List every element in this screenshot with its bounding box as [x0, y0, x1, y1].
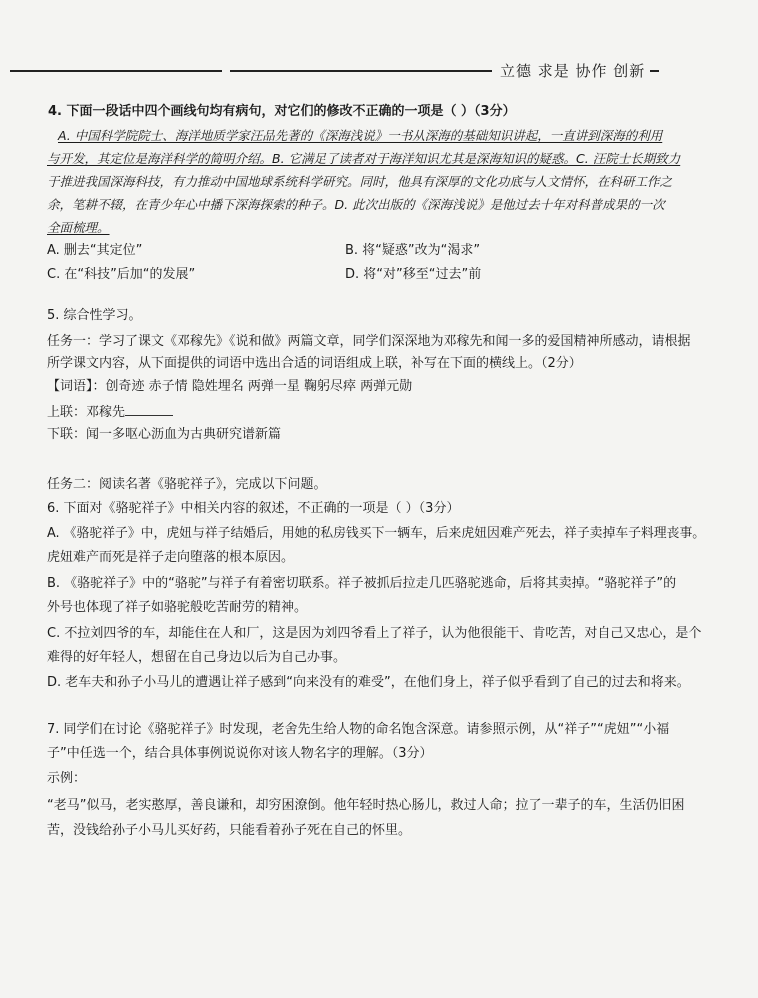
q5-word-bank: 【词语】：创奇迹 赤子情 隐姓埋名 两弹一星 鞠躬尽瘁 两弹元勋	[47, 379, 413, 394]
q7-example-line-1: “老马”似马，老实憨厚，善良谦和，却穷困潦倒。他年轻时热心肠儿，救过人命；拉了一辈子的车，生活仍旧困	[47, 798, 685, 813]
q6-option-d: D. 老车夫和孙子小马儿的遭遇让祥子感到“向来没有的难受”，在他们身上，祥子似乎看到了自己的过去和将来。	[47, 675, 690, 690]
q7-example-label: 示例：	[47, 771, 87, 786]
q5-section-title: 5. 综合性学习。	[47, 308, 142, 323]
header-rule-right	[230, 70, 492, 72]
q5-task1-line-2: 所学课文内容，从下面提供的词语中选出合适的词语组成上联，补写在下面的横线上。（2分）	[47, 356, 582, 371]
q4-option-c: C. 在“科技”后加“的发展”	[47, 267, 196, 282]
header-rule-end	[650, 70, 659, 72]
q6-option-a-line-2: 虎妞难产而死是祥子走向堕落的根本原因。	[47, 550, 295, 565]
q4-passage-line-5: 全面梳理。	[47, 220, 110, 235]
q5-upper-label: 上联：邓稼先	[47, 405, 126, 420]
q4-option-a: A. 删去“其定位”	[47, 243, 143, 258]
q6-option-c-line-2: 难得的好年轻人，想留在自己身边以后为自己办事。	[47, 650, 347, 665]
q4-passage-line-1: A. 中国科学院院士、海洋地质学家汪品先著的《深海浅说》一书从深海的基础知识讲起，一直讲到深海的利用	[58, 128, 663, 143]
task2-title: 任务二：阅读名著《骆驼祥子》，完成以下问题。	[47, 477, 327, 492]
q5-lower-couplet: 下联：闻一多呕心沥血为古典研究谱新篇	[47, 427, 282, 442]
q6-option-a-line-1: A. 《骆驼祥子》中，虎妞与祥子结婚后，用她的私房钱买下一辆车，后来虎妞因难产死去，祥子卖掉车子料理丧事。	[47, 526, 706, 541]
school-motto: 立德 求是 协作 创新	[500, 62, 646, 80]
q5-task1-line-1: 任务一：学习了课文《邓稼先》《说和做》两篇文章，同学们深深地为邓稼先和闻一多的爱国精神所感动，请根据	[47, 334, 691, 349]
q6-option-c-line-1: C. 不拉刘四爷的车，却能住在人和厂，这是因为刘四爷看上了祥子，认为他很能干、肯吃苦，对自己又忠心，是个	[47, 626, 702, 641]
q5-upper-couplet	[47, 402, 173, 422]
q4-passage-line-2: 与开发，其定位是海洋科学的简明介绍。B. 它满足了读者对于海洋知识尤其是深海知识的疑惑。C. 汪院士长期致力	[47, 151, 681, 166]
q6-stem: 6. 下面对《骆驼祥子》中相关内容的叙述，不正确的一项是（ ）（3分）	[47, 501, 460, 516]
q6-option-b-line-1: B. 《骆驼祥子》中的“骆驼”与祥子有着密切联系。祥子被抓后拉走几匹骆驼逃命，后将其卖掉。“骆驼祥子”的	[47, 576, 677, 591]
q7-stem-line-2: 子”中任选一个，结合具体事例说说你对该人物名字的理解。（3分）	[47, 746, 433, 761]
q7-stem-line-1: 7. 同学们在讨论《骆驼祥子》时发现，老舍先生给人物的命名饱含深意。请参照示例，从“祥子”“虎妞”“小福	[47, 722, 670, 737]
q4-passage-line-4: 余，笔耕不辍，在青少年心中播下深海探索的种子。D. 此次出版的《深海浅说》是他过去十年对科普成果的一次	[47, 197, 665, 212]
q4-stem: 4. 下面一段话中四个画线句均有病句，对它们的修改不正确的一项是（ ）（3分）	[48, 104, 516, 119]
q4-option-d: D. 将“对”移至“过去”前	[345, 267, 482, 282]
q6-option-b-line-2: 外号也体现了祥子如骆驼般吃苦耐劳的精神。	[47, 600, 308, 615]
q5-answer-blank[interactable]	[125, 402, 173, 416]
header-rule-left	[10, 70, 222, 72]
q7-example-line-2: 苦，没钱给孙子小马儿买好药，只能看着孙子死在自己的怀里。	[47, 823, 412, 838]
q4-passage-line-3: 于推进我国深海科技，有力推动中国地球系统科学研究。同时，他具有深厚的文化功底与人文情怀，在科研工作之	[47, 174, 673, 189]
q4-option-b: B. 将“疑惑”改为“渴求”	[345, 243, 481, 258]
